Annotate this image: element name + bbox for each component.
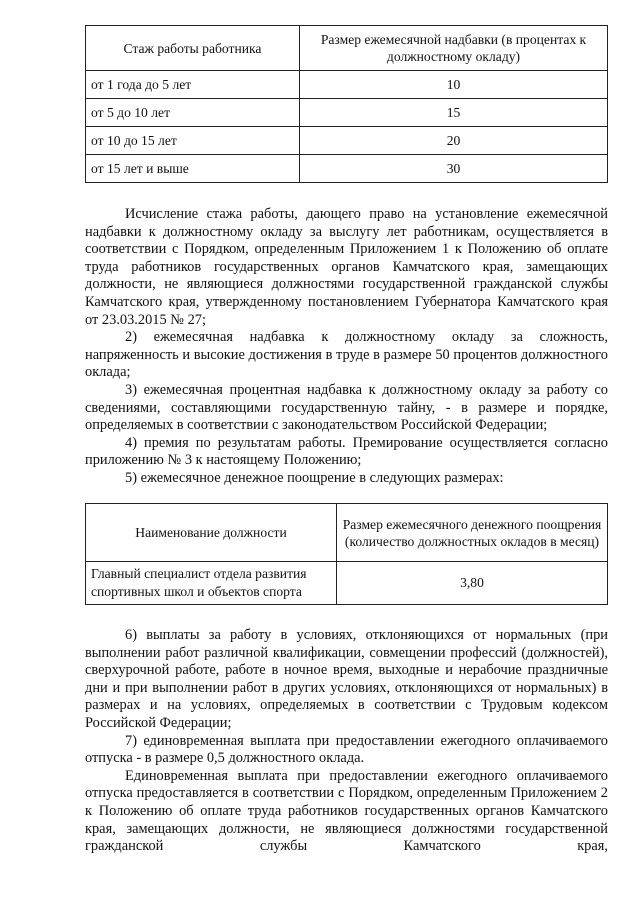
paragraph-item-3: 3) ежемесячная процентная надбавка к должностному окладу за работу со сведениями, составляющими государственную тайну, - в размере и порядке, определяемых в соответствии с законодательством Российской Федерации; <box>85 381 608 434</box>
table-row <box>86 155 608 183</box>
paragraph-item-6: 6) выплаты за работу в условиях, отклоняющихся от нормальных (при выполнении работ различной квалификации, совмещении профессий (должностей), сверхурочной работе, работе в ночное время, выходные и нерабочие праздничные дни и при выполнении работ в других условиях, отклоняющихся от нормальных) в размерах и на условиях, определяемых в соответствии с Трудовым кодексом Российской Федерации; <box>85 627 608 731</box>
table-row <box>86 127 608 155</box>
bonus-percent-cell: 20 <box>300 127 608 155</box>
bonus-percent-cell: 15 <box>300 99 608 127</box>
monetary-incentive-table <box>85 503 608 605</box>
paragraph-item-5: 5) ежемесячное денежное поощрение в следующих размерах: <box>125 469 504 486</box>
seniority-cell: от 1 года до 5 лет <box>86 71 300 99</box>
position-cell: Главный специалист отдела развития спортивных школ и объектов спорта <box>86 562 337 605</box>
paragraph-item-2: 2) ежемесячная надбавка к должностному окладу за сложность, напряженность и высокие достижения в труде в размере 50 процентов должностного оклада; <box>85 329 608 381</box>
paragraph-item-4: 4) премия по результатам работы. Премирование осуществляется согласно приложению № 3 к настоящему Положению; <box>85 434 608 469</box>
text-block-1 <box>85 206 608 488</box>
table-header-row <box>86 504 608 562</box>
seniority-cell: от 15 лет и выше <box>86 155 300 183</box>
seniority-cell: от 10 до 15 лет <box>86 127 300 155</box>
text-block-2 <box>85 627 608 856</box>
table-row <box>86 99 608 127</box>
table-row <box>86 71 608 99</box>
paragraph-seniority-calculation: Исчисление стажа работы, дающего право на установление ежемесячной надбавки к должностному окладу за выслугу лет работникам, осуществляется в соответствии с Порядком, определенным Приложением 1 к Положению об оплате труда работников государственных органов Камчатского края, замещающих должности, не являющиеся должностями государственной гражданской службы Камчатского края, утвержденному постановлением Губернатора Камчатского края от 23.03.2015 № 27; <box>85 206 608 328</box>
column-header-seniority: Стаж работы работника <box>86 26 300 71</box>
table-row <box>86 562 608 605</box>
paragraph-vacation-payment: Единовременная выплата при предоставлении ежегодного оплачиваемого отпуска предоставляется в соответствии с Порядком, определенным Приложением 2 к Положению об оплате труда работников государственных органов Камчатского края, замещающих должности, не являющиеся должностями государственной гражданской службы Камчатского края, <box>85 767 608 855</box>
seniority-cell: от 5 до 10 лет <box>86 99 300 127</box>
bonus-percent-cell: 10 <box>300 71 608 99</box>
seniority-bonus-table <box>85 25 608 183</box>
column-header-bonus-size: Размер ежемесячной надбавки (в процентах к должностному окладу) <box>300 26 608 71</box>
incentive-value-cell: 3,80 <box>337 562 608 605</box>
paragraph-item-7: 7) единовременная выплата при предоставлении ежегодного оплачиваемого отпуска - в размере 0,5 должностного оклада. <box>85 732 608 767</box>
table-header-row <box>86 26 608 71</box>
bonus-percent-cell: 30 <box>300 155 608 183</box>
column-header-incentive-size: Размер ежемесячного денежного поощрения (количество должностных окладов в месяц) <box>337 504 608 562</box>
column-header-position: Наименование должности <box>86 504 337 562</box>
